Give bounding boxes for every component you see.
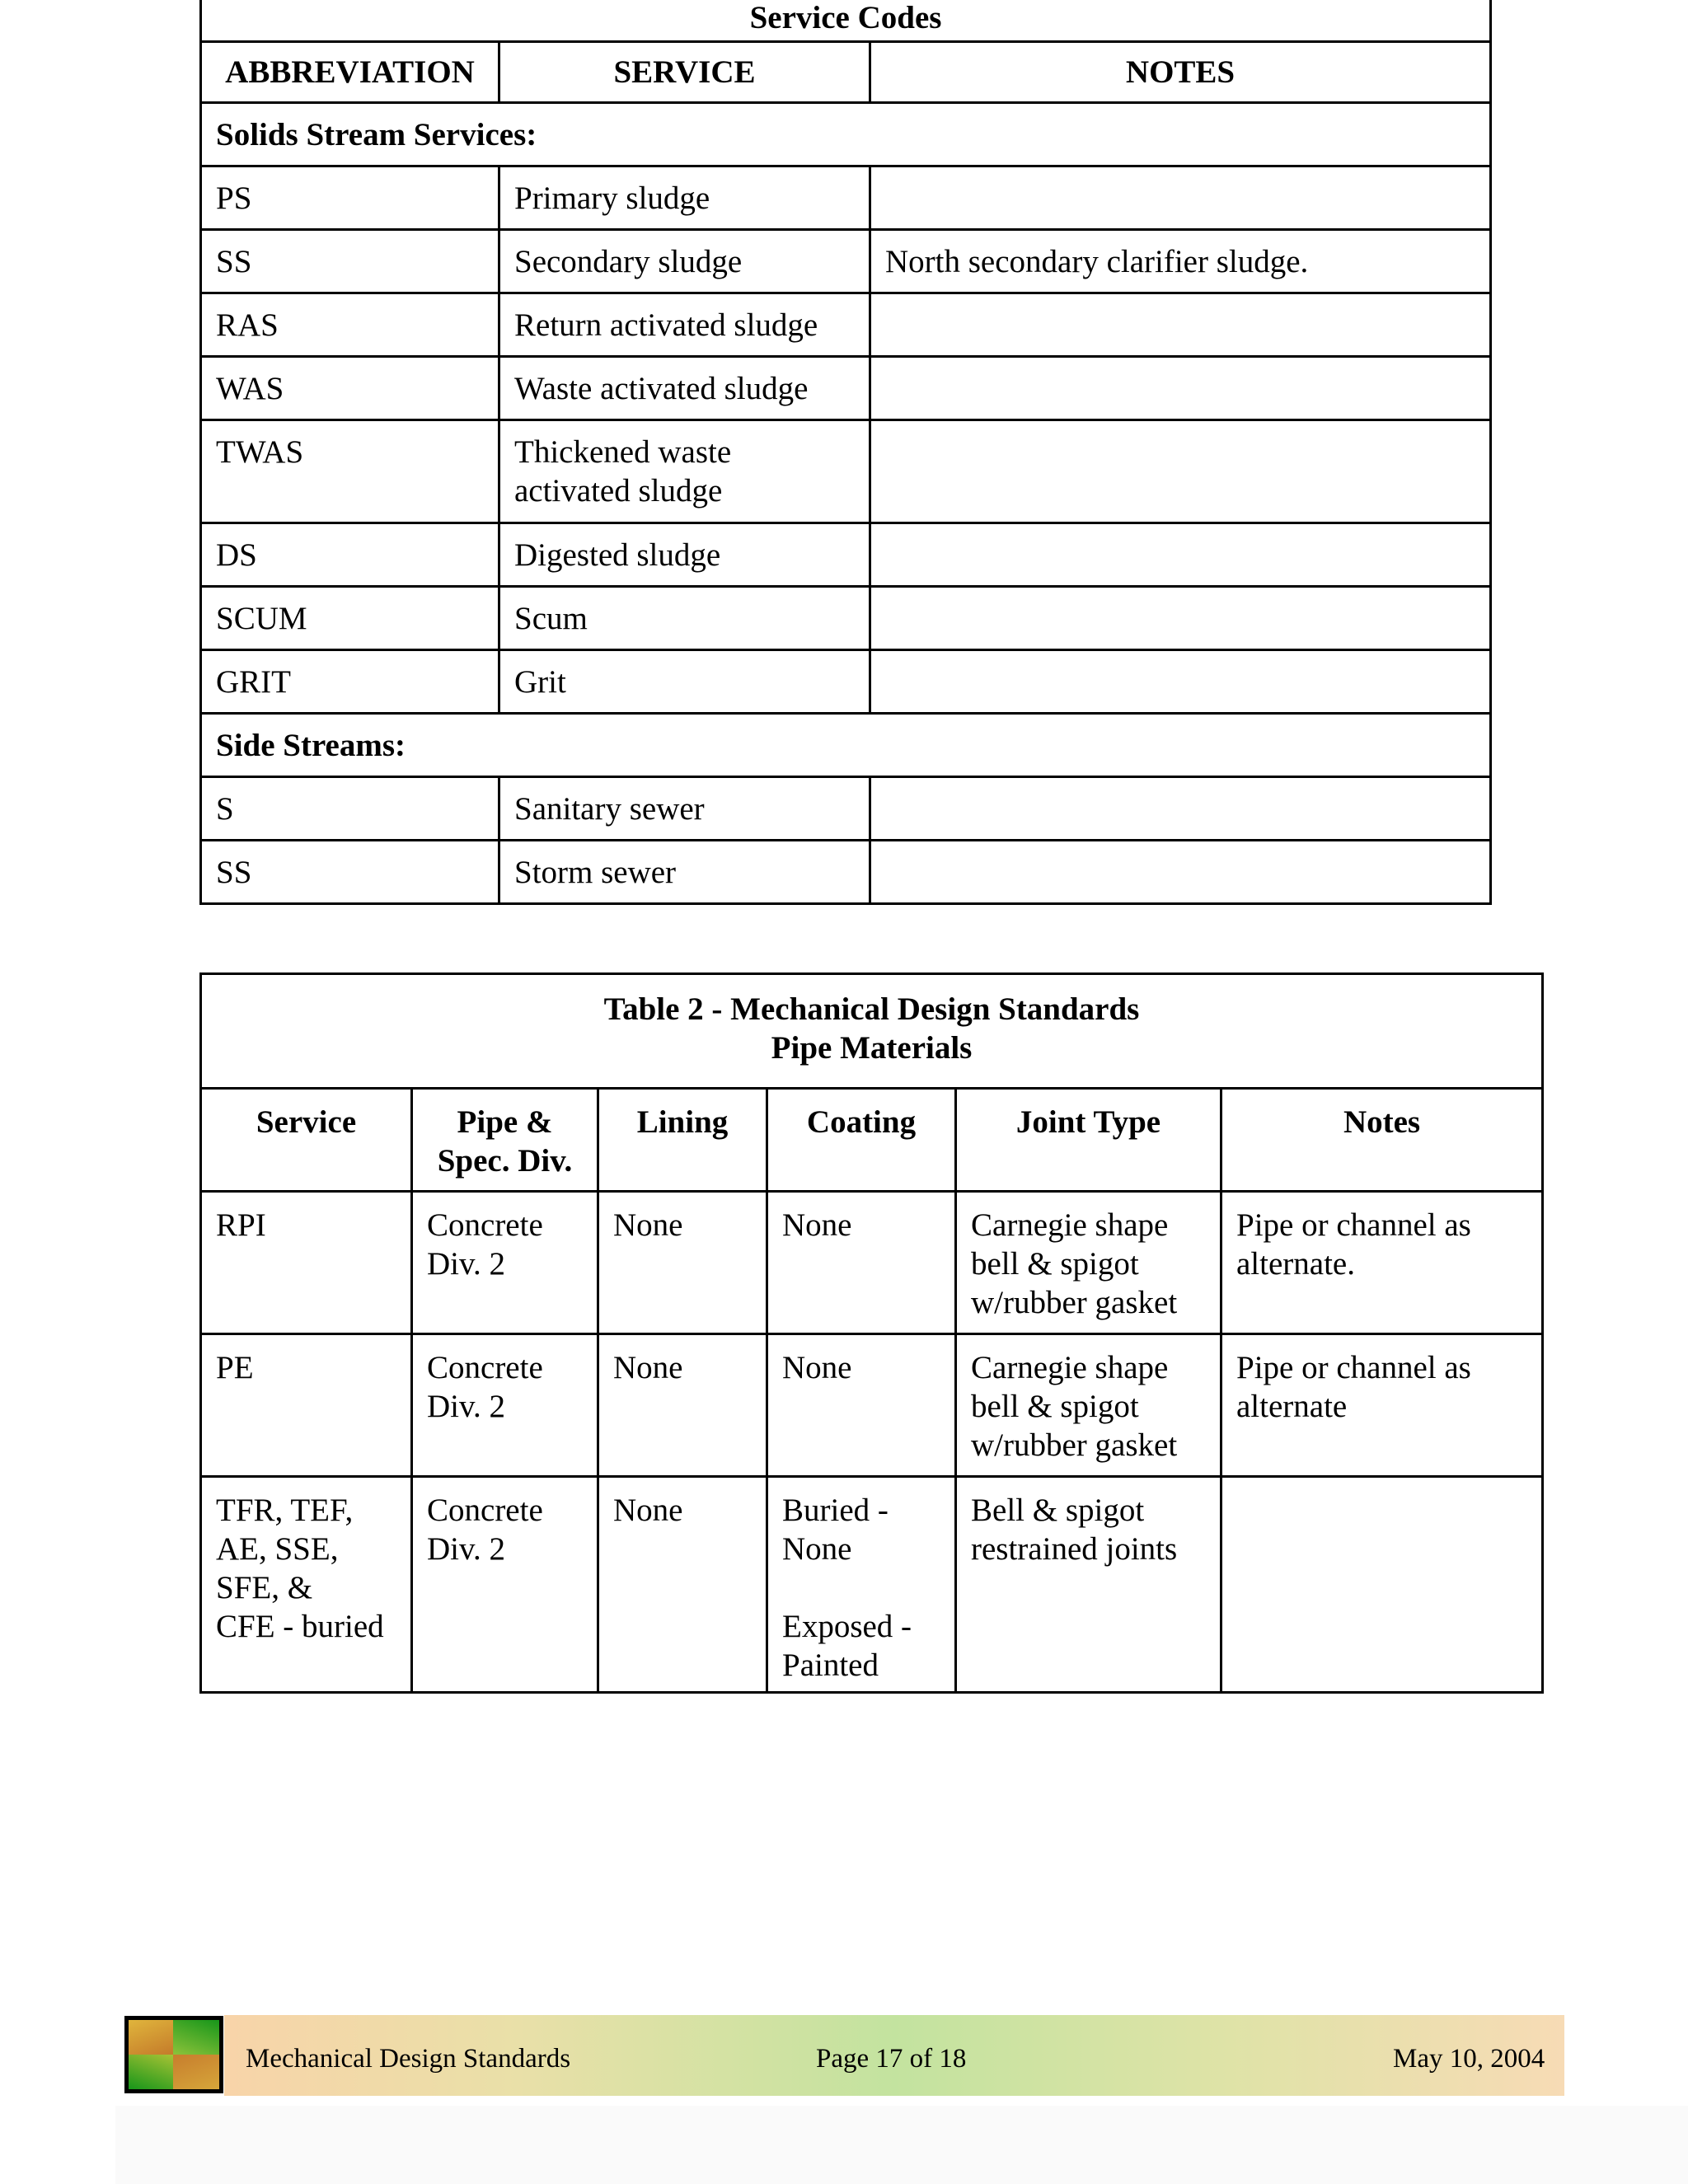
cell-line: alternate.: [1236, 1246, 1355, 1282]
abbreviation-cell: RAS: [201, 293, 499, 357]
joint-cell: [956, 1334, 1221, 1477]
notes-cell: [870, 420, 1491, 523]
header-lining: Lining: [598, 1089, 767, 1192]
table-row: [201, 293, 1491, 357]
service-cell: Return activated sludge: [499, 293, 870, 357]
service-line: activated sludge: [514, 473, 723, 509]
cell-line: Carnegie shape: [971, 1350, 1169, 1385]
footer-logo-icon: [124, 2016, 223, 2093]
abbreviation-cell: S: [201, 777, 499, 841]
header-line: Pipe &: [457, 1104, 553, 1140]
service-codes-table: [199, 0, 1492, 905]
joint-cell: [956, 1477, 1221, 1693]
notes-cell: [870, 293, 1491, 357]
table-row: [201, 1477, 1543, 1693]
cell-line: Concrete: [427, 1350, 543, 1385]
section-heading: Solids Stream Services:: [201, 103, 1491, 166]
service-cell: Storm sewer: [499, 841, 870, 904]
section-heading: Side Streams:: [201, 714, 1491, 777]
table-row: [201, 166, 1491, 230]
notes-cell: [870, 777, 1491, 841]
title-line: Pipe Materials: [771, 1030, 973, 1066]
notes-cell: [1221, 1477, 1543, 1693]
notes-cell: [870, 841, 1491, 904]
service-cell: [201, 1477, 412, 1693]
table-row: [201, 523, 1491, 587]
table-row: [201, 1334, 1543, 1477]
cell-line: restrained joints: [971, 1531, 1178, 1567]
title-line: Table 2 - Mechanical Design Standards: [603, 991, 1140, 1027]
table-row: [201, 230, 1491, 293]
cell-line: bell & spigot: [971, 1389, 1139, 1424]
notes-cell: [1221, 1334, 1543, 1477]
abbreviation-cell: DS: [201, 523, 499, 587]
service-cell: Secondary sludge: [499, 230, 870, 293]
coating-cell: [767, 1477, 956, 1693]
table-row: [201, 777, 1491, 841]
coating-cell: [767, 1334, 956, 1477]
joint-cell: [956, 1192, 1221, 1334]
cell-line: None: [782, 1531, 852, 1567]
abbreviation-cell: TWAS: [201, 420, 499, 523]
cell-line: Pipe or channel as: [1236, 1350, 1471, 1385]
table-title: [201, 974, 1543, 1089]
cell-line: Concrete: [427, 1207, 543, 1243]
notes-cell: [870, 166, 1491, 230]
header-joint-type: Joint Type: [956, 1089, 1221, 1192]
notes-cell: [870, 650, 1491, 714]
cell-line: SFE, &: [216, 1570, 313, 1605]
cell-line: w/rubber gasket: [971, 1285, 1178, 1320]
service-cell: [201, 1192, 412, 1334]
abbreviation-cell: GRIT: [201, 650, 499, 714]
abbreviation-cell: SCUM: [201, 587, 499, 650]
service-cell: Scum: [499, 587, 870, 650]
abbreviation-cell: SS: [201, 841, 499, 904]
notes-cell: [870, 587, 1491, 650]
table-row: [201, 587, 1491, 650]
cell-line: RPI: [216, 1207, 266, 1243]
table-caption: Service Codes: [201, 0, 1491, 42]
notes-cell: [870, 523, 1491, 587]
pipe-materials-table: [199, 972, 1544, 1694]
lining-cell: None: [598, 1192, 767, 1334]
service-cell: Primary sludge: [499, 166, 870, 230]
logo-quadrant: [173, 2020, 219, 2055]
cell-line: None: [782, 1207, 852, 1243]
footer-page-number: Page 17 of 18: [816, 2044, 967, 2074]
cell-line: CFE - buried: [216, 1609, 384, 1644]
coating-cell: [767, 1192, 956, 1334]
header-coating: Coating: [767, 1089, 956, 1192]
header-pipe-spec: [412, 1089, 598, 1192]
pipe-cell: [412, 1477, 598, 1693]
notes-cell: [1221, 1192, 1543, 1334]
cell-line: Carnegie shape: [971, 1207, 1169, 1243]
cell-line: PE: [216, 1350, 254, 1385]
cell-line: alternate: [1236, 1389, 1348, 1424]
pipe-cell: [412, 1192, 598, 1334]
logo-quadrant: [129, 2020, 175, 2055]
cell-line: Div. 2: [427, 1389, 505, 1424]
cell-line: w/rubber gasket: [971, 1427, 1178, 1463]
cell-line: bell & spigot: [971, 1246, 1139, 1282]
footer-document-title: Mechanical Design Standards: [246, 2044, 571, 2074]
table-row: [201, 357, 1491, 420]
header-line: Spec. Div.: [437, 1143, 573, 1179]
cell-line: Bell & spigot: [971, 1493, 1145, 1528]
cell-line: Div. 2: [427, 1246, 505, 1282]
notes-cell: North secondary clarifier sludge.: [870, 230, 1491, 293]
line-gap: [782, 1568, 941, 1607]
cell-line: Buried -: [782, 1493, 889, 1528]
logo-quadrant: [129, 2055, 175, 2089]
service-cell: Digested sludge: [499, 523, 870, 587]
abbreviation-cell: WAS: [201, 357, 499, 420]
header-service: SERVICE: [499, 42, 870, 103]
service-cell: Sanitary sewer: [499, 777, 870, 841]
logo-quadrant: [173, 2055, 219, 2089]
lining-cell: None: [598, 1477, 767, 1693]
service-cell: [201, 1334, 412, 1477]
notes-cell: [870, 357, 1491, 420]
table-row: [201, 841, 1491, 904]
service-line: Thickened waste: [514, 434, 732, 470]
abbreviation-cell: SS: [201, 230, 499, 293]
pipe-cell: [412, 1334, 598, 1477]
cell-line: Pipe or channel as: [1236, 1207, 1471, 1243]
header-notes: Notes: [1221, 1089, 1543, 1192]
table-row: [201, 1192, 1543, 1334]
cell-line: Exposed -: [782, 1609, 912, 1644]
service-cell: [499, 420, 870, 523]
cell-line: Div. 2: [427, 1531, 505, 1567]
cell-line: Painted: [782, 1647, 879, 1683]
service-cell: Grit: [499, 650, 870, 714]
footer-date: May 10, 2004: [1393, 2044, 1545, 2074]
cell-line: TFR, TEF,: [216, 1493, 354, 1528]
lining-cell: None: [598, 1334, 767, 1477]
service-cell: Waste activated sludge: [499, 357, 870, 420]
cell-line: AE, SSE,: [216, 1531, 339, 1567]
header-service: Service: [201, 1089, 412, 1192]
table-row: [201, 420, 1491, 523]
cell-line: None: [782, 1350, 852, 1385]
page-bottom-band: [115, 2106, 1688, 2184]
header-abbreviation: ABBREVIATION: [201, 42, 499, 103]
header-notes: NOTES: [870, 42, 1491, 103]
cell-line: Concrete: [427, 1493, 543, 1528]
table-row: [201, 650, 1491, 714]
abbreviation-cell: PS: [201, 166, 499, 230]
